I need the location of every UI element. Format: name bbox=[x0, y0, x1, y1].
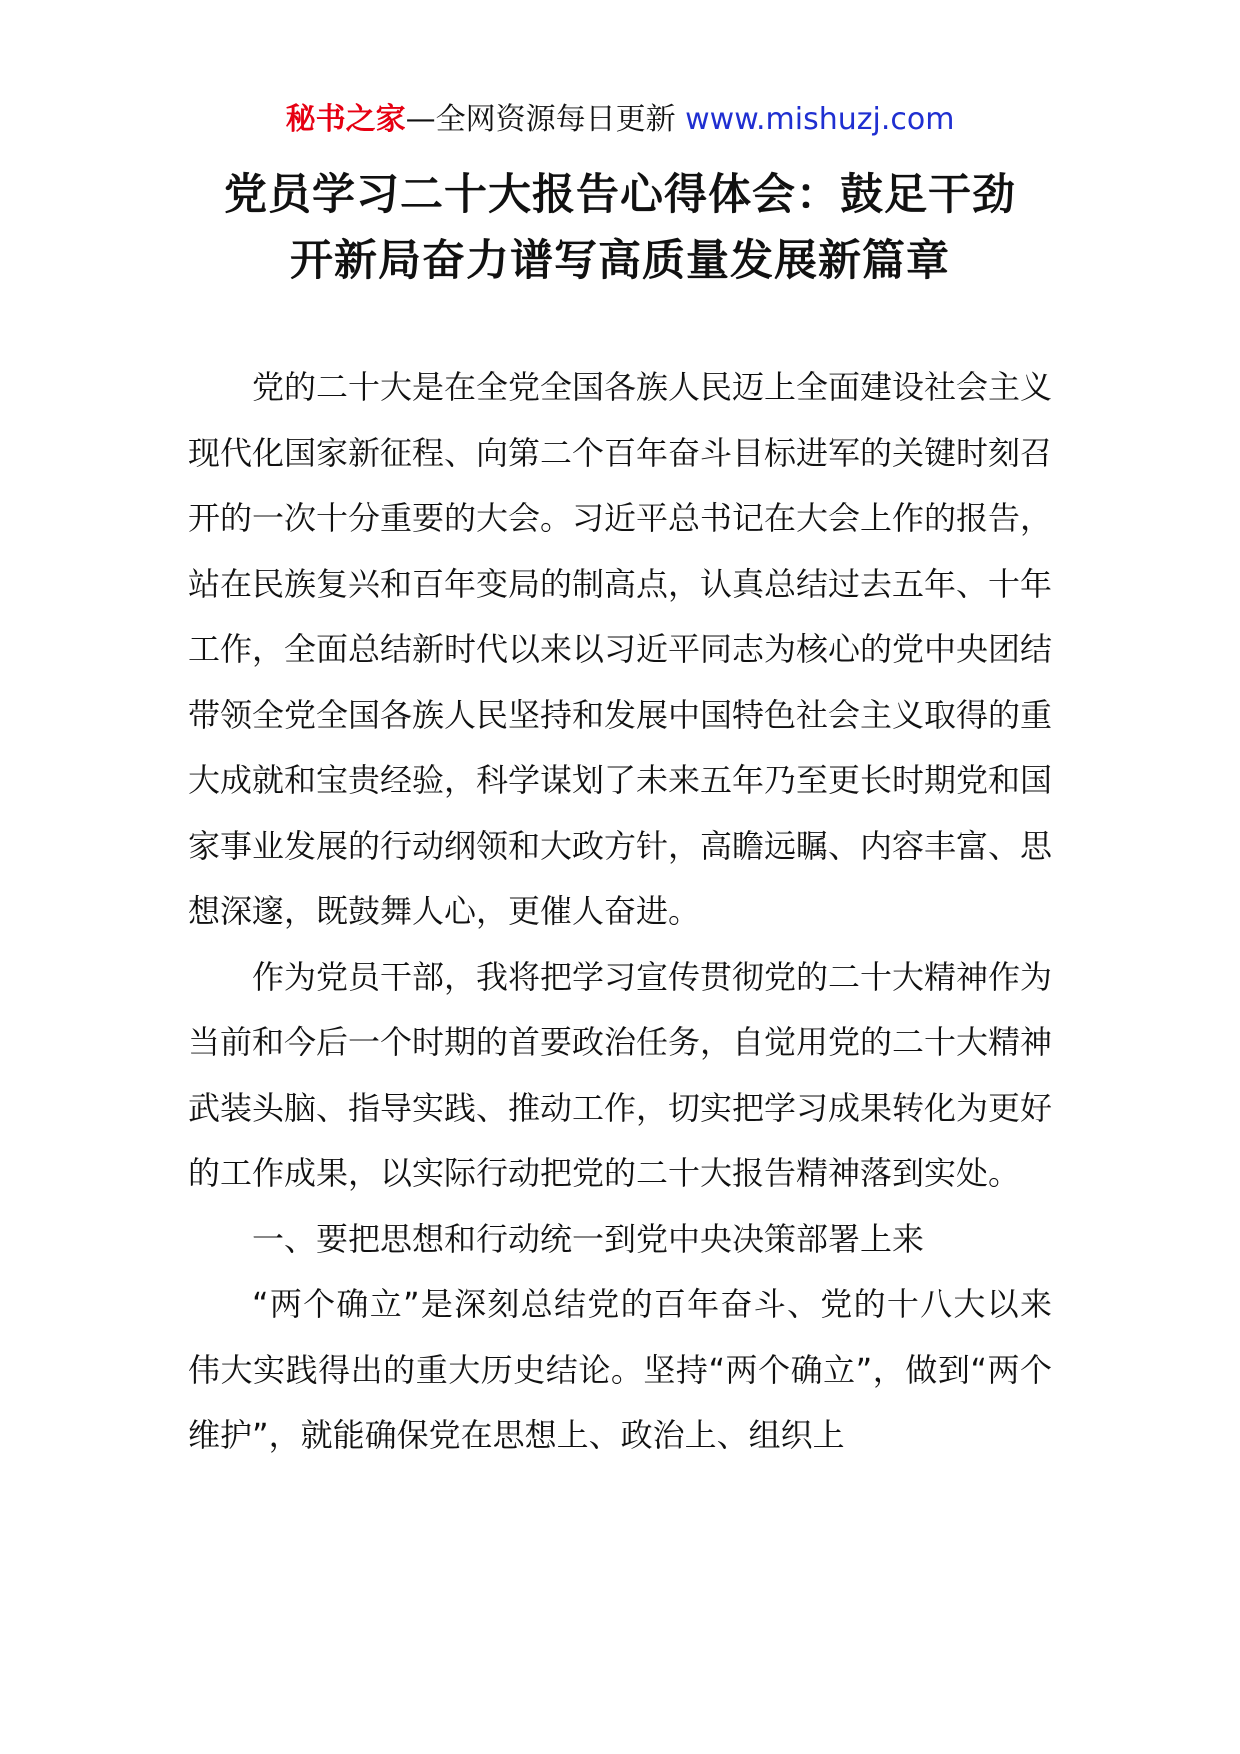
paragraph-1: 党的二十大是在全党全国各族人民迈上全面建设社会主义现代化国家新征程、向第二个百年奋斗目标进军的关键时刻召开的一次十分重要的大会。习近平总书记在大会上作的报告，站在民族复兴和百年变局的制高点，认真总结过去五年、十年工作，全面总结新时代以来以习近平同志为核心的党中央团结带领全党全国各族人民坚持和发展中国特色社会主义取得的重大成就和宝贵经验，科学谋划了未来五年乃至更长时期党和国家事业发展的行动纲领和大政方针，高瞻远瞩、内容丰富、思想深邃，既鼓舞人心，更催人奋进。 bbox=[188, 368, 1053, 930]
section-heading-1: 一、要把思想和行动统一到党中央决策部署上来 bbox=[252, 1219, 925, 1258]
document-body bbox=[188, 355, 1052, 1469]
site-brand: 秘书之家 bbox=[285, 102, 406, 137]
title-line-1: 党员学习二十大报告心得体会：鼓足干劲 bbox=[224, 170, 1016, 220]
paragraph-3: “两个确立”是深刻总结党的百年奋斗、党的十八大以来伟大实践得出的重大历史结论。坚持“两个确立”，做到“两个维护”，就能确保党在思想上、政治上、组织上 bbox=[188, 1285, 1052, 1454]
title-line-2: 开新局奋力谱写高质量发展新篇章 bbox=[290, 236, 950, 286]
site-header bbox=[0, 100, 1240, 140]
site-url[interactable]: www.mishuzj.com bbox=[685, 102, 955, 137]
document-title bbox=[140, 162, 1100, 294]
paragraph-2: 作为党员干部，我将把学习宣传贯彻党的二十大精神作为当前和今后一个时期的首要政治任务，自觉用党的二十大精神武装头脑、指导实践、推动工作，切实把学习成果转化为更好的工作成果，以实际行动把党的二十大报告精神落到实处。 bbox=[188, 957, 1053, 1192]
site-slogan: —全网资源每日更新 bbox=[405, 102, 676, 137]
